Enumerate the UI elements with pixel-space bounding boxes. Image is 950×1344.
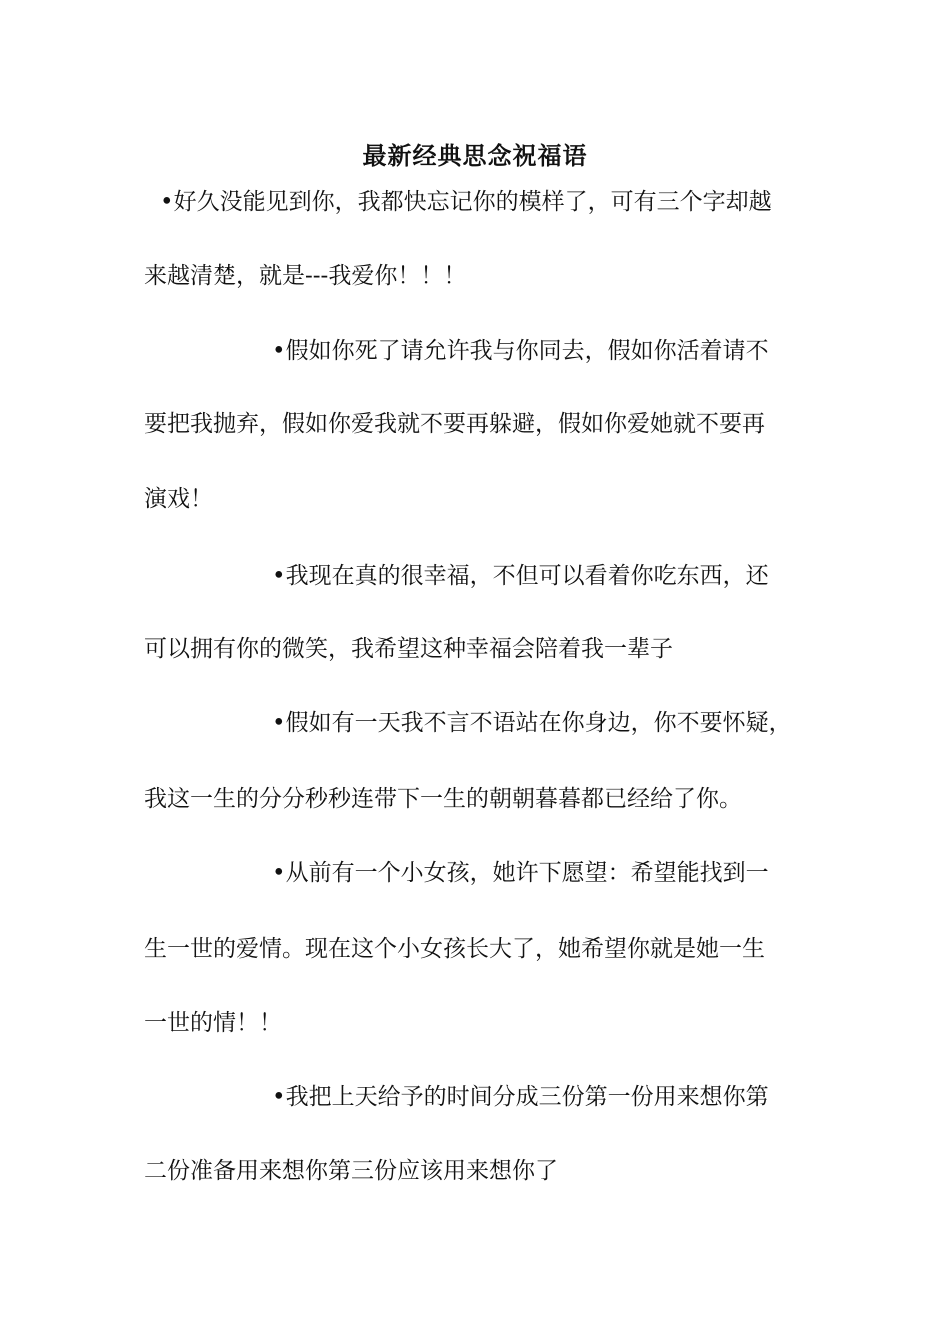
paragraph-line: •假如有一天我不言不语站在你身边，你不要怀疑， xyxy=(272,710,792,736)
paragraph-line: 要把我抛弃，假如你爱我就不要再躲避，假如你爱她就不要再 xyxy=(144,411,765,437)
page-title: 最新经典思念祝福语 xyxy=(362,141,588,170)
paragraph-line: 来越清楚，就是---我爱你！！！ xyxy=(144,263,467,289)
paragraph-line: •假如你死了请允许我与你同去，假如你活着请不 xyxy=(272,338,769,364)
paragraph-line: 生一世的爱情。现在这个小女孩长大了，她希望你就是她一生 xyxy=(144,936,765,962)
paragraph-line: •从前有一个小女孩，她许下愿望：希望能找到一 xyxy=(272,860,769,886)
paragraph-line: 可以拥有你的微笑，我希望这种幸福会陪着我一辈子 xyxy=(144,636,673,662)
paragraph-line: •好久没能见到你，我都快忘记你的模样了，可有三个字却越 xyxy=(160,189,772,215)
paragraph-line: 演戏！ xyxy=(144,486,213,512)
paragraph-line: 二份准备用来想你第三份应该用来想你了 xyxy=(144,1158,558,1184)
paragraph-line: •我把上天给予的时间分成三份第一份用来想你第 xyxy=(272,1084,769,1110)
paragraph-line: •我现在真的很幸福，不但可以看着你吃东西，还 xyxy=(272,563,769,589)
paragraph-line: 一世的情！！ xyxy=(144,1010,282,1036)
paragraph-line: 我这一生的分分秒秒连带下一生的朝朝暮暮都已经给了你。 xyxy=(144,786,742,812)
